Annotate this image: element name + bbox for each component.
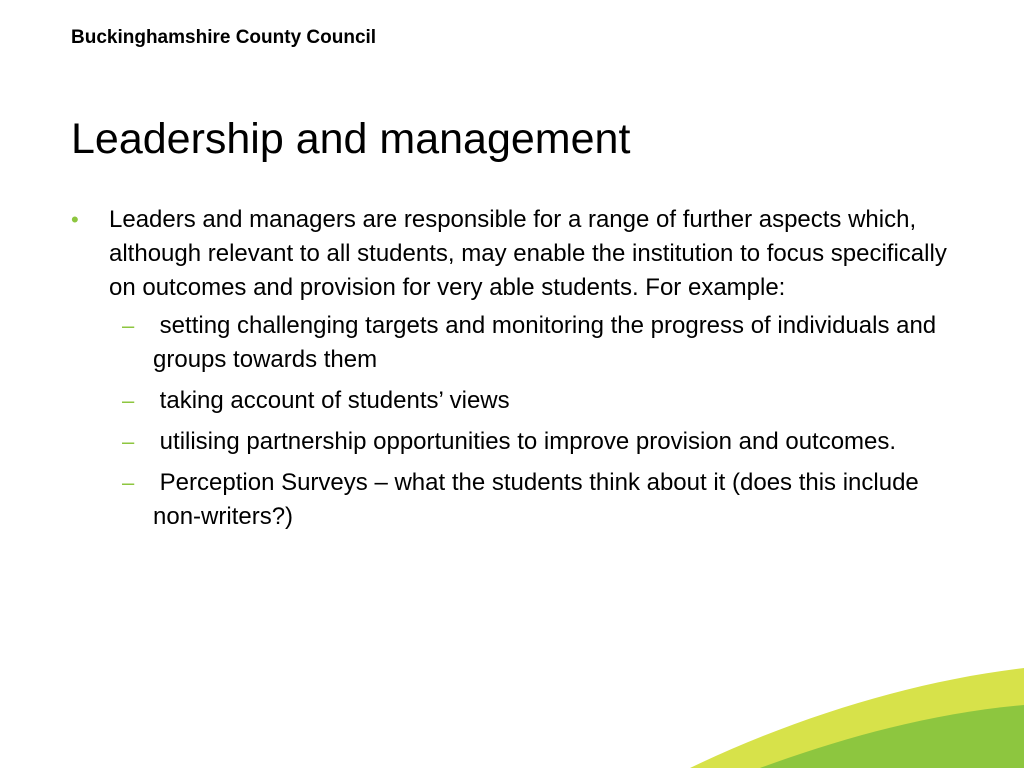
- bullet-item: [71, 203, 971, 305]
- swoosh-light-band: [690, 668, 1024, 768]
- slide-title: Leadership and management: [71, 115, 631, 163]
- sub-bullet-list: [71, 309, 971, 534]
- swoosh-dark-band: [760, 705, 1024, 768]
- sub-bullet-item: [71, 425, 971, 459]
- sub-bullet-text: Perception Surveys – what the students think about it (does this include non-writers?): [153, 469, 926, 530]
- sub-bullet-marker: –: [122, 470, 135, 495]
- sub-bullet-text: setting challenging targets and monitoring the progress of individuals and groups towards them: [153, 312, 943, 373]
- sub-bullet-marker: –: [122, 313, 135, 338]
- sub-bullet-text: taking account of students’ views: [153, 387, 510, 414]
- sub-bullet-marker: –: [122, 429, 135, 454]
- sub-bullet-text: utilising partnership opportunities to improve provision and outcomes.: [153, 428, 897, 455]
- bullet-marker: •: [71, 207, 79, 232]
- sub-bullet-item: [71, 466, 971, 534]
- slide-body: [71, 203, 971, 541]
- sub-bullet-item: [71, 309, 971, 377]
- organization-name: Buckinghamshire County Council: [71, 27, 377, 48]
- sub-bullet-marker: –: [122, 388, 135, 413]
- sub-bullet-item: [71, 384, 971, 418]
- bullet-text: Leaders and managers are responsible for a range of further aspects which, although relevant to all students, may enable the institution to focus specifically on outcomes and provision for very able students. For example:: [109, 206, 947, 301]
